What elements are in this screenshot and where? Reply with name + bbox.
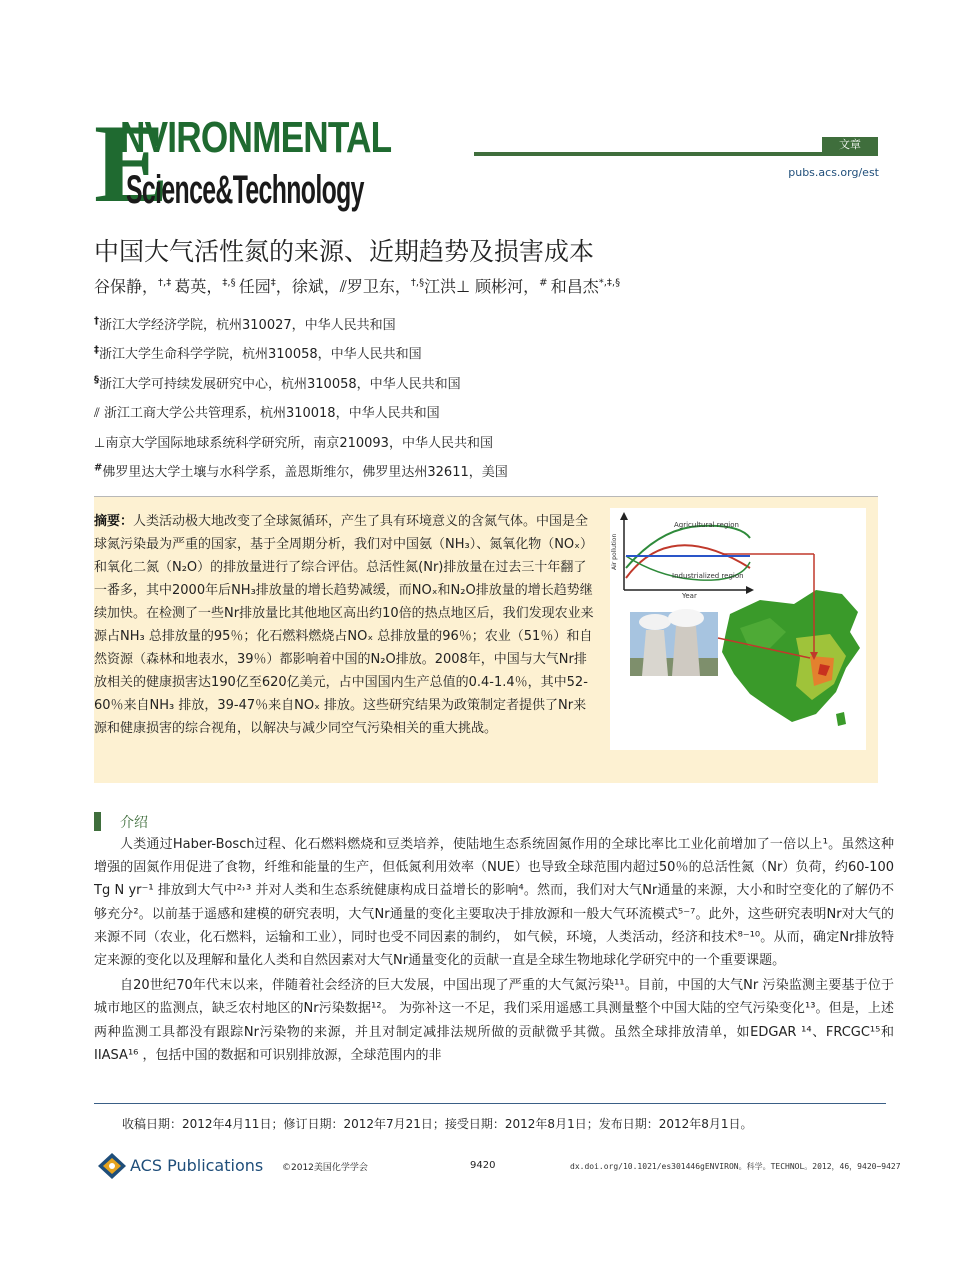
affiliation xyxy=(94,343,422,362)
affiliation xyxy=(94,432,493,451)
footer-rule xyxy=(94,1103,886,1104)
author-name[interactable]: 谷保静， xyxy=(94,277,159,296)
affiliation-mark: ⫽ xyxy=(94,406,100,421)
journal-url[interactable]: pubs.acs.org/est xyxy=(788,166,879,179)
toc-graphic-svg xyxy=(610,508,866,750)
affiliation-mark: ‡ xyxy=(94,344,99,356)
x-label: Year xyxy=(682,592,697,600)
section-body xyxy=(94,833,894,1067)
author-mark: # xyxy=(539,277,551,289)
ind-label: Industrialized region xyxy=(672,572,744,580)
journal-logo-top: NVIRONMENTAL xyxy=(120,113,392,162)
copyright: ©2012美国化学学会 xyxy=(282,1163,368,1173)
article-title: 中国大气活性氮的来源、近期趋势及损害成本 xyxy=(94,237,595,266)
affiliation xyxy=(94,461,508,480)
author-mark: ‡,§ xyxy=(222,277,239,289)
affiliation-text: 佛罗里达大学土壤与水科学系，盖恩斯维尔，佛罗里达州32611，美国 xyxy=(102,465,508,480)
author-mark: †,§ xyxy=(410,277,425,289)
page-number: 9420 xyxy=(470,1160,496,1171)
article-type-badge: 文章 xyxy=(822,137,878,152)
author-mark: *,‡,§ xyxy=(598,277,621,289)
journal-logo-letter: E xyxy=(94,102,169,226)
section-title: 介绍 xyxy=(120,815,148,831)
journal-logo-bottom: Science&Technology xyxy=(126,168,364,212)
abstract-body: 人类活动极大地改变了全球氮循环，产生了具有环境意义的含氮气体。中国是全球氮污染最为严重的国家，基于全周期分析，我们对中国氨（NH₃）、氮氧化物（NOₓ）和氧化二氮（N₂O）的排放量进行了综合评估。总活性氮(Nr)排放量在过去三十年翻了一番多，其中2000年后NH₃排放量的增长趋势减缓，而NOₓ和N₂O排放量的增长趋势继续加快。在检测了一些Nr排放量比其他地区高出约10倍的热点地区后，我们发现农业来源占NH₃ 总排放量的95％；化石燃料燃烧占NOₓ 总排放量的96％；农业（51％）和自然资源（森林和地表水，39％）都影响着中国的N₂O排放。2008年，中国与大气Nr排放相关的健康损害达190亿至620亿美元，占中国国内生产总值的0.4-1.4％，其中52-60％来自NH₃ 排放，39-47％来自NOₓ 排放。这些研究结果为政策制定者提供了Nr来源和健康损害的综合视角，以解决与减少同空气污染相关的重大挑战。 xyxy=(94,514,594,736)
affiliation-mark: § xyxy=(94,374,99,386)
affiliation-mark: ⊥ xyxy=(94,436,106,451)
abstract-label: 摘要： xyxy=(94,514,134,529)
paragraph: 人类通过Haber-Bosch过程、化石燃料燃烧和豆类培养，使陆地生态系统固氮作用的全球比率比工业化前增加了一倍以上¹。虽然这种增强的固氮作用促进了食物，纤维和能量的生产，但低氮利用效率（NUE）也导致全球范围内超过50％的总活性氮（Nr）负荷，约60-100 Tg N yr⁻¹ 排放到大气中²˒³ 并对人类和生态系统健康构成日益增长的影响⁴。然而，我们对大气Nr通量的来源，大小和时空变化的了解仍不够充分²。以前基于遥感和建模的研究表明，大气Nr通量的变化主要取决于排放源和一般大气环流模式⁵⁻⁷。此外，这些研究表明Nr对大气的来源不同（农业，化石燃料，运输和工业），同时也受不同因素的制约， 如气候，环境，人类活动，经济和技术⁸⁻¹⁰。从而，确定Nr排放特定来源的变化以及理解和量化人类和自然因素对大气Nr通量变化的贡献一直是全球生物地球化学研究中的一个重要课题。 xyxy=(94,837,894,969)
header-rule xyxy=(474,152,878,156)
received-dates: 收稿日期：2012年4月11日；修订日期：2012年7月21日；接受日期：2012年8月1日；发布日期：2012年8月1日。 xyxy=(122,1117,753,1131)
author-mark: ‡ xyxy=(270,277,276,289)
doi-citation[interactable]: dx.doi.org/10.1021/es301446gENVIRON。科学。TECHNOL。2012，46，9420−9427 xyxy=(570,1162,901,1171)
affiliation-text: 浙江大学可持续发展研究中心，杭州310058，中华人民共和国 xyxy=(99,377,461,392)
author-name[interactable]: ⊥ 顾彬河， xyxy=(456,277,540,296)
toc-graphic xyxy=(610,508,866,750)
affiliation-text: 南京大学国际地球系统科学研究所，南京210093，中华人民共和国 xyxy=(105,436,493,451)
affiliation xyxy=(94,373,461,392)
agri-label: Agricultural region xyxy=(674,521,739,529)
author-name[interactable]: 和昌杰 xyxy=(550,277,599,296)
author-list xyxy=(94,274,620,297)
power-plant-photo xyxy=(630,609,718,676)
affiliation xyxy=(94,402,440,421)
acs-logo-icon xyxy=(96,1152,128,1184)
author-name[interactable]: 葛英， xyxy=(174,277,223,296)
author-mark: †,‡ xyxy=(158,277,175,289)
author-name[interactable]: ⫽罗卫东， xyxy=(339,277,411,296)
acs-hexagon-icon xyxy=(96,1152,128,1180)
publisher-name[interactable]: ACS Publications xyxy=(130,1156,264,1175)
affiliation-text: 浙江工商大学公共管理系，杭州310018，中华人民共和国 xyxy=(99,406,440,421)
y-label: Air pollution xyxy=(611,533,618,570)
affiliation-mark: # xyxy=(94,462,103,474)
affiliation-mark: † xyxy=(94,315,99,327)
paragraph: 自20世纪70年代末以来，伴随着社会经济的巨大发展，中国出现了严重的大气氮污染¹¹。目前，中国的大气Nr 污染监测主要基于位于城市地区的监测点，缺乏农村地区的Nr污染数据¹²。 为弥补这一不足，我们采用遥感工具测量整个中国大陆的空气污染变化¹³。但是，上述两种监测工具都没有跟踪Nr污染物的来源，并且对制定减排法规所做的贡献微乎其微。虽然全球排放清单，如EDGAR ¹⁴、FRCGC¹⁵和IIASA¹⁶ ，包括中国的数据和可识别排放源，全球范围内的非 xyxy=(94,978,894,1063)
affiliation xyxy=(94,314,396,333)
section-marker xyxy=(94,812,101,831)
author-name[interactable]: 江洪 xyxy=(424,277,457,296)
abstract-text xyxy=(94,510,594,740)
affiliation-text: 浙江大学生命科学学院，杭州310058，中华人民共和国 xyxy=(99,347,422,362)
author-name[interactable]: 任园 xyxy=(238,277,271,296)
affiliation-text: 浙江大学经济学院，杭州310027，中华人民共和国 xyxy=(99,318,396,333)
author-name[interactable]: ，徐斌， xyxy=(275,277,340,296)
